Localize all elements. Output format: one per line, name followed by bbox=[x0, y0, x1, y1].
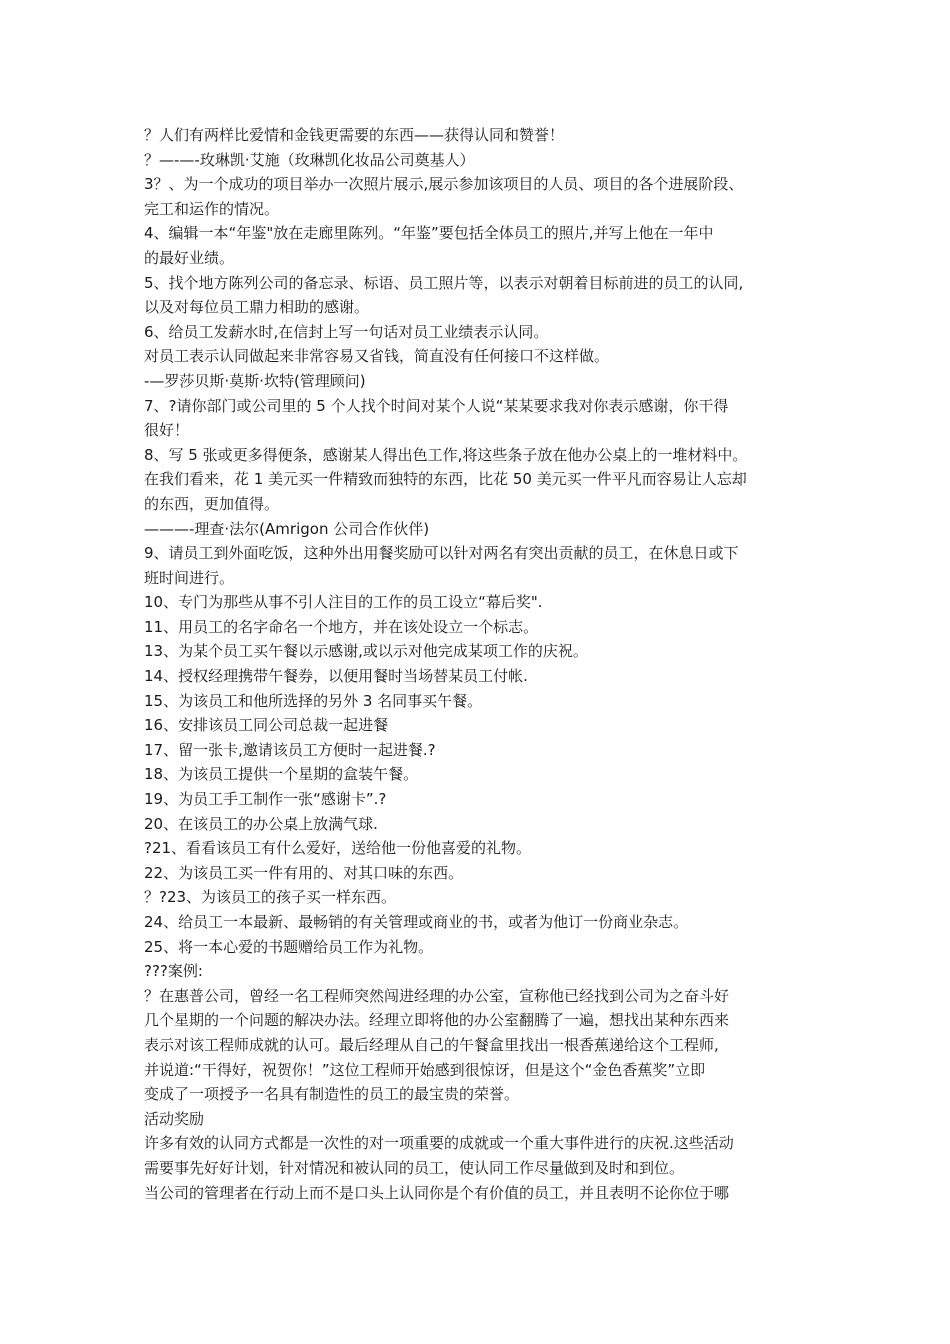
text-line: 的最好业绩。 bbox=[144, 248, 235, 267]
text-line: ？?23、为该员工的孩子买一样东西。 bbox=[144, 888, 397, 907]
text-line: 并说道:“干得好，祝贺你！”这位工程师开始感到很惊讶，但是这个“金色香蕉奖”立即 bbox=[144, 1060, 706, 1079]
text-line: 18、为该员工提供一个星期的盒装午餐。 bbox=[144, 765, 419, 784]
text-line: 班时间进行。 bbox=[144, 568, 235, 587]
text-line: ？在惠普公司，曾经一名工程师突然闯进经理的办公室，宣称他已经找到公司为之奋斗好 bbox=[144, 986, 730, 1005]
text-line: ———-理查·法尔(Amrigon 公司合作伙伴) bbox=[144, 519, 430, 538]
text-line: 完工和运作的情况。 bbox=[144, 199, 280, 218]
text-line: 7、?请你部门或公司里的 5 个人找个时间对某个人说“某某要求我对你表示感谢，你干得 bbox=[144, 396, 729, 415]
text-line: 需要事先好好计划，针对情况和被认同的员工，使认同工作尽量做到及时和到位。 bbox=[144, 1158, 685, 1177]
text-line: 对员工表示认同做起来非常容易又省钱，简直没有任何接口不这样做。 bbox=[144, 347, 610, 366]
text-line: 很好！ bbox=[144, 421, 190, 440]
text-line: 活动奖励 bbox=[144, 1109, 205, 1128]
text-line: 9、请员工到外面吃饭，这种外出用餐奖励可以针对两名有突出贡献的员工，在休息日或下 bbox=[144, 544, 739, 563]
text-line: 6、给员工发薪水时,在信封上写一句话对员工业绩表示认同。 bbox=[144, 322, 549, 341]
text-line: ？人们有两样比爱情和金钱更需要的东西——获得认同和赞誉！ bbox=[144, 126, 565, 144]
text-line: 17、留一张卡,邀请该员工方便时一起进餐.? bbox=[144, 740, 436, 759]
document-body bbox=[144, 123, 820, 1205]
text-line: 表示对该工程师成就的认可。最后经理从自己的午餐盒里找出一根香蕉递给这个工程师, bbox=[144, 1035, 719, 1054]
text-line: 16、安排该员工同公司总裁一起进餐 bbox=[144, 716, 389, 735]
text-line: 5、找个地方陈列公司的备忘录、标语、员工照片等，以表示对朝着目标前进的员工的认同, bbox=[144, 273, 744, 292]
text-line: 10、专门为那些从事不引人注目的工作的员工设立“幕后奖". bbox=[144, 593, 543, 612]
text-line: 24、给员工一本最新、最畅销的有关管理或商业的书，或者为他订一份商业杂志。 bbox=[144, 913, 689, 931]
text-line: 15、为该员工和他所选择的另外 3 名同事买午餐。 bbox=[144, 691, 483, 710]
text-line: 8、写 5 张或更多得便条，感谢某人得出色工作,将这些条子放在他办公桌上的一堆材料中。 bbox=[144, 445, 748, 464]
text-line: 几个星期的一个问题的解决办法。经理立即将他的办公室翻腾了一遍，想找出某种东西来 bbox=[144, 1011, 730, 1030]
text-line: 13、为某个员工买午餐以示感谢,或以示对他完成某项工作的庆祝。 bbox=[144, 642, 588, 661]
text-line: -—罗莎贝斯·莫斯·坎特(管理顾问) bbox=[144, 371, 366, 390]
text-line: 25、将一本心爱的书题赠给员工作为礼物。 bbox=[144, 937, 434, 956]
text-line: 3？、为一个成功的项目举办一次照片展示,展示参加该项目的人员、项目的各个进展阶段、 bbox=[144, 175, 744, 194]
text-line: 在我们看来，花 1 美元买一件精致而独特的东西，比花 50 美元买一件平凡而容易让人忘却 bbox=[144, 470, 747, 489]
text-line: ？—-—-玫琳凯·艾施（玫琳凯化妆品公司奠基人） bbox=[144, 150, 475, 169]
text-line: 变成了一项授予一名具有制造性的员工的最宝贵的荣誉。 bbox=[144, 1085, 520, 1104]
text-line: ???案例: bbox=[144, 962, 203, 981]
text-line: 19、为员工手工制作一张“感谢卡”.? bbox=[144, 790, 387, 809]
text-line: 以及对每位员工鼎力相助的感谢。 bbox=[144, 298, 370, 317]
text-line: 许多有效的认同方式都是一次性的对一项重要的成就或一个重大事件进行的庆祝.这些活动 bbox=[144, 1134, 734, 1153]
text-line: 14、授权经理携带午餐券，以便用餐时当场替某员工付帐. bbox=[144, 667, 528, 686]
text-line: 11、用员工的名字命名一个地方，并在该处设立一个标志。 bbox=[144, 617, 539, 636]
text-line: ?21、看看该员工有什么爱好，送给他一份他喜爱的礼物。 bbox=[144, 839, 532, 858]
text-line: 20、在该员工的办公桌上放满气球. bbox=[144, 814, 378, 833]
text-line: 的东西，更加值得。 bbox=[144, 494, 280, 513]
text-line: 4、编辑一本“年鉴"放在走廊里陈列。“年鉴”要包括全体员工的照片,并写上他在一年中 bbox=[144, 224, 714, 243]
text-line: 22、为该员工买一件有用的、对其口味的东西。 bbox=[144, 863, 464, 882]
text-line: 当公司的管理者在行动上而不是口头上认同你是个有价值的员工，并且表明不论你位于哪 bbox=[144, 1183, 730, 1202]
